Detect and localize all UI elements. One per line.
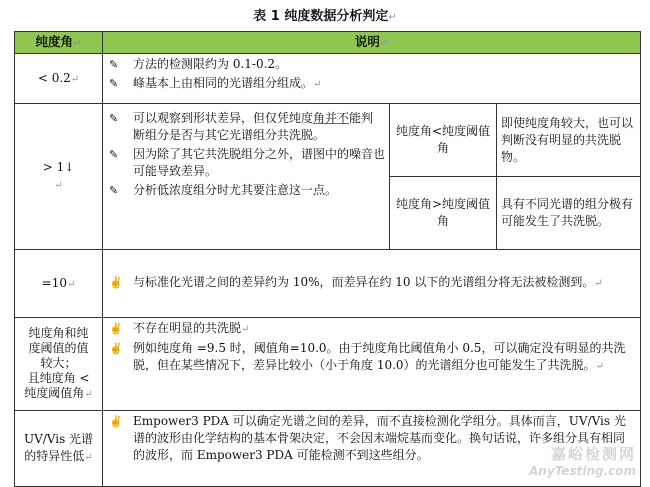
header-description: 说明↵ (103, 32, 641, 54)
sub-description: 具有不同光谱的组分极有可能发生了共洗脱。 (497, 177, 641, 250)
victory-bullet-icon: ✌ (109, 342, 123, 355)
list-item: ✎ 方法的检测限约为 0.1-0.2。 (109, 57, 288, 71)
row-description (103, 104, 390, 250)
victory-bullet-icon: ✌ (109, 415, 123, 428)
list-item: ✌ 不存在明显的共洗脱↵ (109, 321, 250, 335)
list-item: ✎ 分析低浓度组分时尤其要注意这一点。 (109, 183, 338, 197)
watermark (529, 443, 636, 478)
watermark-en: AnyTesting.com (529, 464, 636, 478)
row-label: < 0.2↵ (15, 54, 103, 104)
row-description (103, 54, 641, 104)
pen-bullet-icon: ✎ (109, 112, 119, 125)
victory-bullet-icon: ✌ (109, 275, 123, 289)
list-item: ✎ 可以观察到形状差异，但仅凭纯度角并不能判断组分是否与其它光谱组分共洗脱。 (109, 111, 374, 142)
pen-bullet-icon: ✎ (109, 148, 119, 161)
table-caption (0, 5, 650, 24)
list-item: ✌ 例如纯度角 =9.5 时，阈值角=10.0。由于纯度角比阈值角小 0.5，可以确定没有明显的共洗脱，但在某些情况下，差异比较小（小于角度 10.0）的光谱组分也可能发生了共洗脱。↵ (109, 341, 626, 372)
list-item: ✎ 因为除了其它共洗脱组分之外，谱图中的噪音也可能导致差异。 (109, 147, 386, 178)
row-description (103, 250, 641, 318)
sub-condition: 纯度角<纯度阈值角 (390, 104, 497, 177)
list-item: ✌ 与标准化光谱之间的差异约为 10%，而差异在约 10 以下的光谱组分将无法被检测到。↵ (109, 274, 603, 289)
row-description (103, 318, 641, 411)
row-label: > 1↓ ↵ (15, 104, 103, 250)
table-row (15, 318, 641, 411)
return-mark-icon: ↵ (388, 12, 397, 23)
row-label: 纯度角和纯 度阈值的值 较大； 且纯度角 < 纯度阈值角↵ (15, 318, 103, 411)
header-row (15, 32, 641, 54)
sub-condition: 纯度角>纯度阈值角 (390, 177, 497, 250)
header-purity-angle: 纯度角↵ (15, 32, 103, 54)
list-item: ✌ Empower3 PDA 可以确定光谱之间的差异，而不直接检测化学组分。具体而言，UV/Vis 光谱的波形由化学结构的基本骨架决定，不会因末端烷基而变化。换句话说，许多组分具有相同的波形，而 Empower3 PDA 可能检测不到这些组分。 (109, 414, 626, 462)
pen-bullet-icon: ✎ (109, 184, 119, 197)
pen-bullet-icon: ✎ (109, 58, 119, 71)
table-row (15, 250, 641, 318)
row-label: UV/Vis 光谱 的特异性低↵ (15, 411, 103, 487)
row-label: =10↵ (15, 250, 103, 318)
list-item: ✎ 峰基本上由相同的光谱组分组成。↵ (109, 76, 322, 90)
victory-bullet-icon: ✌ (109, 322, 123, 335)
pen-bullet-icon: ✎ (109, 77, 119, 90)
table-row (15, 54, 641, 104)
caption-text: 表 1 纯度数据分析判定 (253, 9, 389, 24)
watermark-cn: 嘉峪检测网 (550, 445, 636, 463)
table-row (15, 104, 641, 177)
sub-description: 即使纯度角较大，也可以判断没有明显的共洗脱物。 (497, 104, 641, 177)
purity-table (14, 31, 641, 487)
